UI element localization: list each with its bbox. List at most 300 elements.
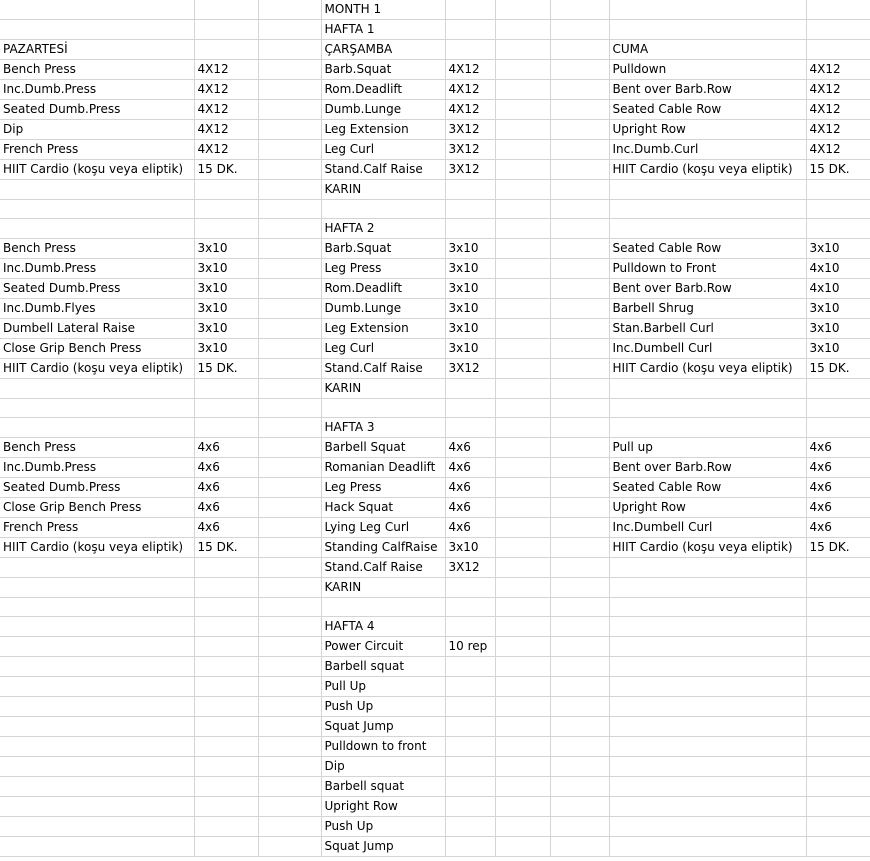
sheet-cell[interactable]	[495, 817, 550, 837]
sheet-cell[interactable]	[258, 219, 321, 239]
sheet-cell[interactable]	[806, 617, 870, 637]
sheet-cell[interactable]	[0, 379, 194, 399]
sheet-cell[interactable]	[806, 677, 870, 697]
sheet-cell[interactable]	[609, 20, 806, 40]
sheet-cell[interactable]	[550, 339, 609, 359]
sheet-cell[interactable]	[258, 399, 321, 418]
sheet-cell[interactable]	[258, 319, 321, 339]
sheet-cell[interactable]: Leg Extension	[321, 120, 445, 140]
sheet-cell[interactable]: 4x6	[806, 458, 870, 478]
sheet-cell[interactable]	[495, 478, 550, 498]
sheet-cell[interactable]	[0, 717, 194, 737]
sheet-cell[interactable]	[194, 180, 258, 200]
sheet-cell[interactable]: Bench Press	[0, 438, 194, 458]
sheet-cell[interactable]: 4x6	[194, 438, 258, 458]
sheet-cell[interactable]: 3x10	[194, 279, 258, 299]
sheet-cell[interactable]	[550, 0, 609, 20]
sheet-cell[interactable]: 4x10	[806, 279, 870, 299]
sheet-cell[interactable]: Pulldown	[609, 60, 806, 80]
sheet-cell[interactable]: 15 DK.	[194, 359, 258, 379]
sheet-cell[interactable]	[258, 777, 321, 797]
sheet-cell[interactable]: Seated Cable Row	[609, 239, 806, 259]
sheet-cell[interactable]	[321, 200, 445, 219]
sheet-cell[interactable]	[258, 40, 321, 60]
sheet-cell[interactable]	[806, 737, 870, 757]
sheet-cell[interactable]	[550, 239, 609, 259]
sheet-cell[interactable]	[806, 757, 870, 777]
sheet-cell[interactable]	[194, 717, 258, 737]
sheet-cell[interactable]: Stand.Calf Raise	[321, 160, 445, 180]
sheet-cell[interactable]: Inc.Dumb.Press	[0, 259, 194, 279]
sheet-cell[interactable]	[321, 598, 445, 617]
sheet-cell[interactable]	[194, 418, 258, 438]
sheet-cell[interactable]	[258, 339, 321, 359]
sheet-cell[interactable]	[550, 677, 609, 697]
sheet-cell[interactable]: 3X12	[445, 558, 495, 578]
sheet-cell[interactable]	[258, 239, 321, 259]
sheet-cell[interactable]	[806, 578, 870, 598]
sheet-cell[interactable]	[258, 0, 321, 20]
sheet-cell[interactable]	[495, 538, 550, 558]
sheet-cell[interactable]	[0, 200, 194, 219]
sheet-cell[interactable]	[495, 697, 550, 717]
sheet-cell[interactable]	[550, 60, 609, 80]
sheet-cell[interactable]	[495, 200, 550, 219]
sheet-cell[interactable]: PAZARTESİ	[0, 40, 194, 60]
sheet-cell[interactable]	[609, 637, 806, 657]
sheet-cell[interactable]	[445, 200, 495, 219]
sheet-cell[interactable]	[194, 219, 258, 239]
sheet-cell[interactable]	[806, 379, 870, 399]
sheet-cell[interactable]	[495, 598, 550, 617]
sheet-cell[interactable]	[445, 598, 495, 617]
sheet-cell[interactable]	[806, 598, 870, 617]
sheet-cell[interactable]: HIIT Cardio (koşu veya eliptik)	[0, 160, 194, 180]
sheet-cell[interactable]: 3x10	[445, 339, 495, 359]
sheet-cell[interactable]: Leg Curl	[321, 140, 445, 160]
sheet-cell[interactable]: Seated Dumb.Press	[0, 100, 194, 120]
sheet-cell[interactable]	[258, 438, 321, 458]
sheet-cell[interactable]	[258, 20, 321, 40]
sheet-cell[interactable]: 3x10	[445, 538, 495, 558]
sheet-cell[interactable]	[806, 399, 870, 418]
sheet-cell[interactable]: 3X12	[445, 160, 495, 180]
sheet-cell[interactable]	[495, 637, 550, 657]
sheet-cell[interactable]	[445, 0, 495, 20]
sheet-cell[interactable]	[258, 637, 321, 657]
sheet-cell[interactable]	[609, 558, 806, 578]
sheet-cell[interactable]: 4X12	[806, 80, 870, 100]
sheet-cell[interactable]	[609, 200, 806, 219]
sheet-cell[interactable]	[445, 797, 495, 817]
sheet-cell[interactable]	[550, 717, 609, 737]
sheet-cell[interactable]: Upright Row	[609, 498, 806, 518]
sheet-cell[interactable]	[445, 418, 495, 438]
sheet-cell[interactable]	[495, 379, 550, 399]
sheet-cell[interactable]	[445, 578, 495, 598]
sheet-cell[interactable]	[194, 817, 258, 837]
sheet-cell[interactable]: Pulldown to front	[321, 737, 445, 757]
sheet-cell[interactable]	[495, 797, 550, 817]
sheet-cell[interactable]: 4X12	[194, 120, 258, 140]
sheet-cell[interactable]	[258, 379, 321, 399]
sheet-cell[interactable]: Romanian Deadlift	[321, 458, 445, 478]
sheet-cell[interactable]	[445, 737, 495, 757]
sheet-cell[interactable]	[0, 757, 194, 777]
sheet-cell[interactable]	[194, 677, 258, 697]
sheet-cell[interactable]	[550, 120, 609, 140]
sheet-cell[interactable]	[550, 40, 609, 60]
sheet-cell[interactable]	[194, 697, 258, 717]
sheet-cell[interactable]	[258, 259, 321, 279]
sheet-cell[interactable]: HIIT Cardio (koşu veya eliptik)	[609, 160, 806, 180]
sheet-cell[interactable]: HIIT Cardio (koşu veya eliptik)	[0, 538, 194, 558]
sheet-cell[interactable]: Bent over Barb.Row	[609, 458, 806, 478]
sheet-cell[interactable]	[806, 817, 870, 837]
sheet-cell[interactable]: Stand.Calf Raise	[321, 359, 445, 379]
sheet-cell[interactable]	[495, 319, 550, 339]
sheet-cell[interactable]: 15 DK.	[194, 160, 258, 180]
sheet-cell[interactable]	[0, 180, 194, 200]
sheet-cell[interactable]: KARIN	[321, 578, 445, 598]
sheet-cell[interactable]	[258, 478, 321, 498]
sheet-cell[interactable]: 4X12	[445, 100, 495, 120]
sheet-cell[interactable]	[550, 180, 609, 200]
sheet-cell[interactable]	[550, 657, 609, 677]
sheet-cell[interactable]	[550, 299, 609, 319]
sheet-cell[interactable]: 10 rep	[445, 637, 495, 657]
sheet-cell[interactable]: 3x10	[194, 239, 258, 259]
sheet-cell[interactable]	[609, 697, 806, 717]
sheet-cell[interactable]	[445, 379, 495, 399]
sheet-cell[interactable]: Push Up	[321, 817, 445, 837]
sheet-cell[interactable]: Rom.Deadlift	[321, 279, 445, 299]
sheet-cell[interactable]	[550, 558, 609, 578]
sheet-cell[interactable]: 3x10	[806, 239, 870, 259]
sheet-cell[interactable]: 3x10	[806, 319, 870, 339]
sheet-cell[interactable]	[609, 578, 806, 598]
sheet-cell[interactable]	[258, 180, 321, 200]
sheet-cell[interactable]: 4X12	[445, 60, 495, 80]
sheet-cell[interactable]	[0, 418, 194, 438]
sheet-cell[interactable]	[258, 677, 321, 697]
sheet-cell[interactable]	[0, 797, 194, 817]
sheet-cell[interactable]: Barbell Squat	[321, 438, 445, 458]
sheet-cell[interactable]: 4X12	[445, 80, 495, 100]
sheet-cell[interactable]	[495, 558, 550, 578]
sheet-cell[interactable]	[550, 80, 609, 100]
sheet-cell[interactable]	[258, 80, 321, 100]
sheet-cell[interactable]	[258, 697, 321, 717]
sheet-cell[interactable]: HAFTA 4	[321, 617, 445, 637]
sheet-cell[interactable]	[495, 498, 550, 518]
sheet-cell[interactable]: Push Up	[321, 697, 445, 717]
sheet-cell[interactable]	[550, 200, 609, 219]
sheet-cell[interactable]	[550, 578, 609, 598]
sheet-cell[interactable]	[194, 617, 258, 637]
sheet-cell[interactable]: Inc.Dumbell Curl	[609, 339, 806, 359]
sheet-cell[interactable]: 3x10	[445, 279, 495, 299]
sheet-cell[interactable]	[258, 120, 321, 140]
sheet-cell[interactable]: 4X12	[806, 60, 870, 80]
sheet-cell[interactable]	[258, 60, 321, 80]
sheet-cell[interactable]	[806, 637, 870, 657]
sheet-cell[interactable]	[0, 697, 194, 717]
sheet-cell[interactable]	[609, 837, 806, 857]
sheet-cell[interactable]	[0, 578, 194, 598]
sheet-cell[interactable]	[258, 598, 321, 617]
sheet-cell[interactable]	[445, 717, 495, 737]
sheet-cell[interactable]: Leg Press	[321, 478, 445, 498]
sheet-cell[interactable]	[550, 737, 609, 757]
sheet-cell[interactable]: Seated Dumb.Press	[0, 279, 194, 299]
sheet-cell[interactable]	[0, 637, 194, 657]
sheet-cell[interactable]	[609, 598, 806, 617]
sheet-cell[interactable]	[806, 418, 870, 438]
sheet-cell[interactable]	[194, 379, 258, 399]
sheet-cell[interactable]	[445, 757, 495, 777]
sheet-cell[interactable]	[194, 797, 258, 817]
sheet-cell[interactable]	[258, 498, 321, 518]
sheet-cell[interactable]: MONTH 1	[321, 0, 445, 20]
sheet-cell[interactable]: Pulldown to Front	[609, 259, 806, 279]
sheet-cell[interactable]: HAFTA 3	[321, 418, 445, 438]
sheet-cell[interactable]: 3x10	[194, 339, 258, 359]
sheet-cell[interactable]	[258, 737, 321, 757]
sheet-cell[interactable]: Barbell Shrug	[609, 299, 806, 319]
sheet-cell[interactable]: Squat Jump	[321, 717, 445, 737]
sheet-cell[interactable]: Seated Cable Row	[609, 478, 806, 498]
sheet-cell[interactable]	[258, 518, 321, 538]
sheet-cell[interactable]: KARIN	[321, 379, 445, 399]
sheet-cell[interactable]	[806, 558, 870, 578]
sheet-cell[interactable]	[0, 219, 194, 239]
sheet-cell[interactable]	[495, 80, 550, 100]
sheet-cell[interactable]: Bent over Barb.Row	[609, 279, 806, 299]
sheet-cell[interactable]: Leg Curl	[321, 339, 445, 359]
sheet-cell[interactable]	[495, 677, 550, 697]
sheet-cell[interactable]: Bent over Barb.Row	[609, 80, 806, 100]
sheet-cell[interactable]	[495, 438, 550, 458]
sheet-cell[interactable]	[258, 837, 321, 857]
sheet-cell[interactable]	[194, 657, 258, 677]
sheet-cell[interactable]	[806, 219, 870, 239]
sheet-cell[interactable]	[194, 777, 258, 797]
sheet-cell[interactable]	[495, 259, 550, 279]
sheet-cell[interactable]	[258, 299, 321, 319]
sheet-cell[interactable]	[550, 498, 609, 518]
sheet-cell[interactable]	[194, 837, 258, 857]
sheet-cell[interactable]	[495, 737, 550, 757]
sheet-cell[interactable]	[495, 60, 550, 80]
sheet-cell[interactable]: Inc.Dumb.Flyes	[0, 299, 194, 319]
sheet-cell[interactable]: French Press	[0, 518, 194, 538]
sheet-cell[interactable]	[806, 200, 870, 219]
sheet-cell[interactable]: Barbell squat	[321, 657, 445, 677]
sheet-cell[interactable]	[0, 20, 194, 40]
sheet-cell[interactable]	[495, 160, 550, 180]
sheet-cell[interactable]: 4x6	[445, 518, 495, 538]
sheet-cell[interactable]	[550, 319, 609, 339]
sheet-cell[interactable]: Dip	[0, 120, 194, 140]
sheet-cell[interactable]: KARIN	[321, 180, 445, 200]
sheet-cell[interactable]	[806, 40, 870, 60]
sheet-cell[interactable]: 3x10	[445, 299, 495, 319]
sheet-cell[interactable]: 3X12	[445, 140, 495, 160]
sheet-cell[interactable]: Stan.Barbell Curl	[609, 319, 806, 339]
sheet-cell[interactable]	[609, 617, 806, 637]
sheet-cell[interactable]	[550, 458, 609, 478]
sheet-cell[interactable]	[609, 399, 806, 418]
sheet-cell[interactable]: 4x6	[806, 518, 870, 538]
sheet-cell[interactable]	[495, 299, 550, 319]
sheet-cell[interactable]: Dip	[321, 757, 445, 777]
sheet-cell[interactable]	[495, 100, 550, 120]
sheet-cell[interactable]: HIIT Cardio (koşu veya eliptik)	[0, 359, 194, 379]
sheet-cell[interactable]: Upright Row	[609, 120, 806, 140]
sheet-cell[interactable]	[609, 0, 806, 20]
sheet-cell[interactable]: HIIT Cardio (koşu veya eliptik)	[609, 538, 806, 558]
sheet-cell[interactable]	[0, 837, 194, 857]
sheet-cell[interactable]	[495, 399, 550, 418]
sheet-cell[interactable]	[445, 697, 495, 717]
sheet-cell[interactable]	[445, 657, 495, 677]
sheet-cell[interactable]	[806, 0, 870, 20]
sheet-cell[interactable]	[550, 399, 609, 418]
sheet-cell[interactable]: 4x6	[445, 458, 495, 478]
sheet-cell[interactable]	[194, 558, 258, 578]
sheet-cell[interactable]: 3x10	[445, 319, 495, 339]
sheet-cell[interactable]: Dumb.Lunge	[321, 100, 445, 120]
sheet-cell[interactable]	[194, 200, 258, 219]
sheet-cell[interactable]	[495, 777, 550, 797]
sheet-cell[interactable]	[194, 20, 258, 40]
sheet-cell[interactable]	[0, 399, 194, 418]
sheet-cell[interactable]	[550, 817, 609, 837]
sheet-cell[interactable]	[550, 418, 609, 438]
sheet-cell[interactable]	[0, 677, 194, 697]
sheet-cell[interactable]	[258, 160, 321, 180]
sheet-cell[interactable]	[495, 418, 550, 438]
sheet-cell[interactable]: 3X12	[445, 120, 495, 140]
sheet-cell[interactable]: 3x10	[194, 319, 258, 339]
sheet-cell[interactable]	[194, 578, 258, 598]
sheet-cell[interactable]: Bench Press	[0, 60, 194, 80]
sheet-cell[interactable]	[258, 657, 321, 677]
sheet-cell[interactable]: Pull up	[609, 438, 806, 458]
sheet-cell[interactable]	[258, 797, 321, 817]
sheet-cell[interactable]	[609, 717, 806, 737]
sheet-cell[interactable]	[609, 777, 806, 797]
sheet-cell[interactable]: ÇARŞAMBA	[321, 40, 445, 60]
sheet-cell[interactable]	[445, 777, 495, 797]
sheet-cell[interactable]	[550, 697, 609, 717]
sheet-cell[interactable]	[495, 757, 550, 777]
sheet-cell[interactable]: Hack Squat	[321, 498, 445, 518]
sheet-cell[interactable]: Inc.Dumb.Press	[0, 458, 194, 478]
sheet-cell[interactable]: Power Circuit	[321, 637, 445, 657]
sheet-cell[interactable]	[194, 737, 258, 757]
sheet-cell[interactable]	[609, 418, 806, 438]
sheet-cell[interactable]: 4x6	[806, 498, 870, 518]
sheet-cell[interactable]: Close Grip Bench Press	[0, 498, 194, 518]
sheet-cell[interactable]: CUMA	[609, 40, 806, 60]
sheet-cell[interactable]	[550, 797, 609, 817]
sheet-cell[interactable]	[495, 578, 550, 598]
sheet-cell[interactable]	[258, 757, 321, 777]
sheet-cell[interactable]	[258, 279, 321, 299]
sheet-cell[interactable]: 3x10	[806, 299, 870, 319]
sheet-cell[interactable]	[258, 140, 321, 160]
sheet-cell[interactable]: 3x10	[445, 239, 495, 259]
sheet-cell[interactable]	[495, 0, 550, 20]
sheet-cell[interactable]: 3x10	[806, 339, 870, 359]
sheet-cell[interactable]	[806, 777, 870, 797]
sheet-cell[interactable]	[609, 737, 806, 757]
sheet-cell[interactable]: Stand.Calf Raise	[321, 558, 445, 578]
sheet-cell[interactable]	[495, 219, 550, 239]
sheet-cell[interactable]	[609, 797, 806, 817]
sheet-cell[interactable]	[806, 657, 870, 677]
sheet-cell[interactable]	[445, 399, 495, 418]
sheet-cell[interactable]: 3x10	[445, 259, 495, 279]
sheet-cell[interactable]	[806, 717, 870, 737]
sheet-cell[interactable]: Close Grip Bench Press	[0, 339, 194, 359]
sheet-cell[interactable]	[495, 180, 550, 200]
sheet-cell[interactable]: Barb.Squat	[321, 60, 445, 80]
sheet-cell[interactable]	[445, 219, 495, 239]
sheet-cell[interactable]	[258, 359, 321, 379]
sheet-cell[interactable]	[495, 120, 550, 140]
sheet-cell[interactable]	[550, 100, 609, 120]
sheet-cell[interactable]	[550, 379, 609, 399]
sheet-cell[interactable]	[609, 677, 806, 697]
sheet-cell[interactable]	[495, 458, 550, 478]
sheet-cell[interactable]	[445, 817, 495, 837]
sheet-cell[interactable]: Upright Row	[321, 797, 445, 817]
sheet-cell[interactable]: 15 DK.	[194, 538, 258, 558]
sheet-cell[interactable]: Seated Dumb.Press	[0, 478, 194, 498]
sheet-cell[interactable]: 4X12	[194, 60, 258, 80]
sheet-cell[interactable]	[550, 777, 609, 797]
sheet-cell[interactable]: 3X12	[445, 359, 495, 379]
sheet-cell[interactable]: Inc.Dumbell Curl	[609, 518, 806, 538]
sheet-cell[interactable]: HAFTA 2	[321, 219, 445, 239]
sheet-cell[interactable]	[258, 458, 321, 478]
sheet-cell[interactable]	[495, 279, 550, 299]
sheet-cell[interactable]: 15 DK.	[806, 359, 870, 379]
sheet-cell[interactable]: 15 DK.	[806, 160, 870, 180]
sheet-cell[interactable]	[0, 657, 194, 677]
sheet-cell[interactable]	[550, 160, 609, 180]
sheet-cell[interactable]	[0, 558, 194, 578]
sheet-cell[interactable]: 4x6	[806, 478, 870, 498]
sheet-cell[interactable]	[0, 617, 194, 637]
sheet-cell[interactable]	[258, 200, 321, 219]
sheet-cell[interactable]	[321, 399, 445, 418]
sheet-cell[interactable]: Dumb.Lunge	[321, 299, 445, 319]
sheet-cell[interactable]	[495, 239, 550, 259]
sheet-cell[interactable]	[550, 478, 609, 498]
sheet-cell[interactable]: Seated Cable Row	[609, 100, 806, 120]
sheet-cell[interactable]	[258, 817, 321, 837]
sheet-cell[interactable]: 4x6	[194, 498, 258, 518]
sheet-cell[interactable]: 4x6	[806, 438, 870, 458]
sheet-cell[interactable]	[806, 797, 870, 817]
sheet-cell[interactable]	[550, 279, 609, 299]
sheet-cell[interactable]	[495, 617, 550, 637]
sheet-cell[interactable]	[445, 180, 495, 200]
